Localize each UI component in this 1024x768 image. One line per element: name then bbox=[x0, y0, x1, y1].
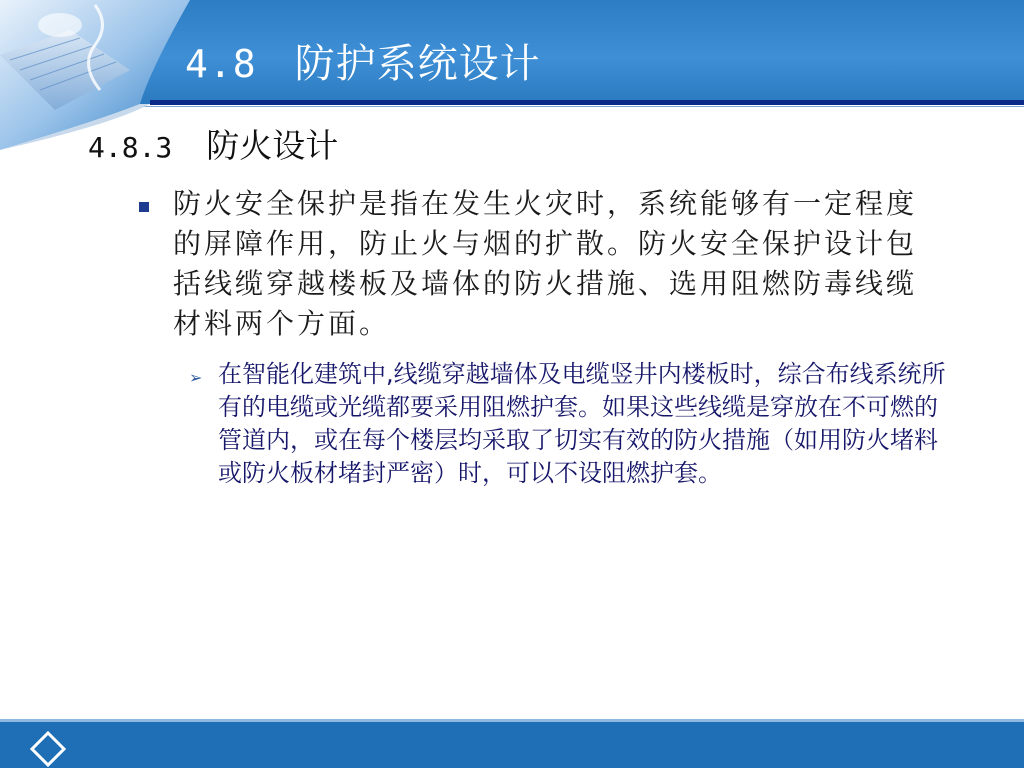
square-bullet-icon bbox=[139, 202, 149, 212]
section-heading bbox=[88, 124, 338, 170]
header-rule-thin bbox=[140, 106, 1024, 107]
sub-bullet-paragraph: 在智能化建筑中,线缆穿越墙体及电缆竖井内楼板时，综合布线系统所有的电缆或光缆都要采用阻燃护套。如果这些线缆是穿放在不可燃的管道内，或在每个楼层均采取了切实有效的防火措施（如用防火堵料或防火板材堵封严密）时，可以不设阻燃护套。 bbox=[218, 360, 946, 487]
section-number: 4.8.3 bbox=[88, 131, 173, 164]
slide-title-number: 4.8 bbox=[185, 42, 257, 86]
section-title: 防火设计 bbox=[206, 126, 339, 165]
slide-title-text: 防护系统设计 bbox=[294, 41, 541, 87]
footer-band bbox=[0, 722, 1024, 768]
arrow-bullet-icon: ➢ bbox=[189, 368, 203, 387]
bullet-paragraph: 防火安全保护是指在发生火灾时，系统能够有一定程度的屏障作用，防止火与烟的扩散。防火安全保护设计包括线缆穿越楼板及墙体的防火措施、选用阻燃防毒线缆材料两个方面。 bbox=[173, 187, 918, 340]
diamond-icon bbox=[30, 731, 66, 767]
slide-title bbox=[185, 36, 541, 92]
header-rule bbox=[150, 100, 1024, 105]
